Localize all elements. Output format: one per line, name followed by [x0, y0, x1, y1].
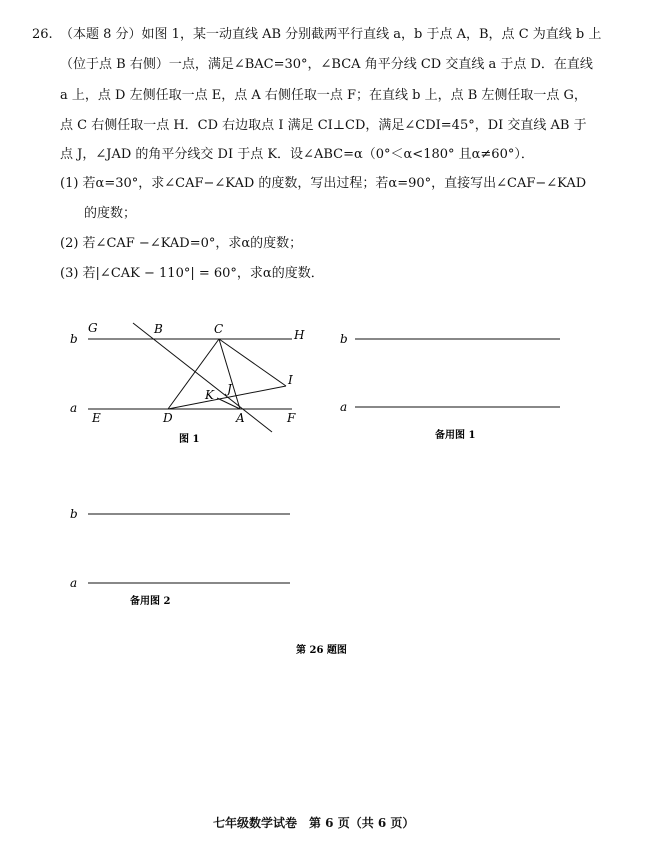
problem-line-1: （本题 8 分）如图 1，某一动直线 AB 分别截两平行直线 a，b 于点 A，B，点 C 为直线 b 上 [60, 27, 602, 42]
question-2: (2) 若∠CAF −∠KAD=0°，求α的度数； [60, 236, 303, 251]
caption-spare-1: 备用图 1 [435, 430, 476, 441]
page-footer: 七年级数学试卷 第 6 页（共 6 页） [213, 816, 415, 830]
label-B: B [154, 322, 163, 336]
question-1: (1) 若α=30°，求∠CAF−∠KAD 的度数，写出过程；若α=90°，直接写出∠CAF−∠KAD [60, 176, 587, 191]
label-E: E [92, 411, 101, 425]
problem-line-4: 点 C 右侧任取一点 H．CD 右边取点 I 满足 CI⊥CD，满足∠CDI=45°，DI 交直线 AB 于 [60, 118, 587, 133]
figure-title: 第 26 题图 [296, 645, 347, 656]
spare1-label-a: a [340, 400, 348, 414]
caption-figure-1: 图 1 [179, 434, 200, 445]
segment-CI [219, 339, 286, 386]
problem-line-5: 点 J，∠JAD 的角平分线交 DI 于点 K．设∠ABC=α（0°＜α<180° 且α≠60°）． [60, 147, 534, 162]
spare2-label-a: a [70, 576, 78, 590]
label-b: b [70, 332, 78, 346]
spare1-label-b: b [340, 332, 348, 346]
label-A: A [236, 411, 245, 425]
label-K: K [205, 388, 214, 402]
segment-AK [217, 398, 240, 409]
problem-line-3: a 上，点 D 左侧任取一点 E，点 A 右侧任取一点 F；在直线 b 上，点 B 左侧任取一点 G， [60, 88, 587, 103]
label-J: J [227, 382, 232, 396]
label-C: C [214, 322, 224, 336]
label-H: H [294, 328, 305, 342]
caption-spare-2: 备用图 2 [130, 596, 171, 607]
label-a: a [70, 401, 78, 415]
question-3: (3) 若|∠CAK − 110°| = 60°，求α的度数． [60, 266, 324, 281]
problem-number: 26. [32, 27, 53, 42]
label-D: D [163, 411, 173, 425]
label-F: F [287, 411, 296, 425]
spare2-label-b: b [70, 507, 78, 521]
label-G: G [88, 321, 98, 335]
label-I: I [288, 373, 293, 387]
question-1-cont: 的度数； [84, 206, 137, 221]
problem-line-2: （位于点 B 右侧）一点，满足∠BAC=30°，∠BCA 角平分线 CD 交直线 a 于点 D．在直线 [60, 57, 593, 72]
